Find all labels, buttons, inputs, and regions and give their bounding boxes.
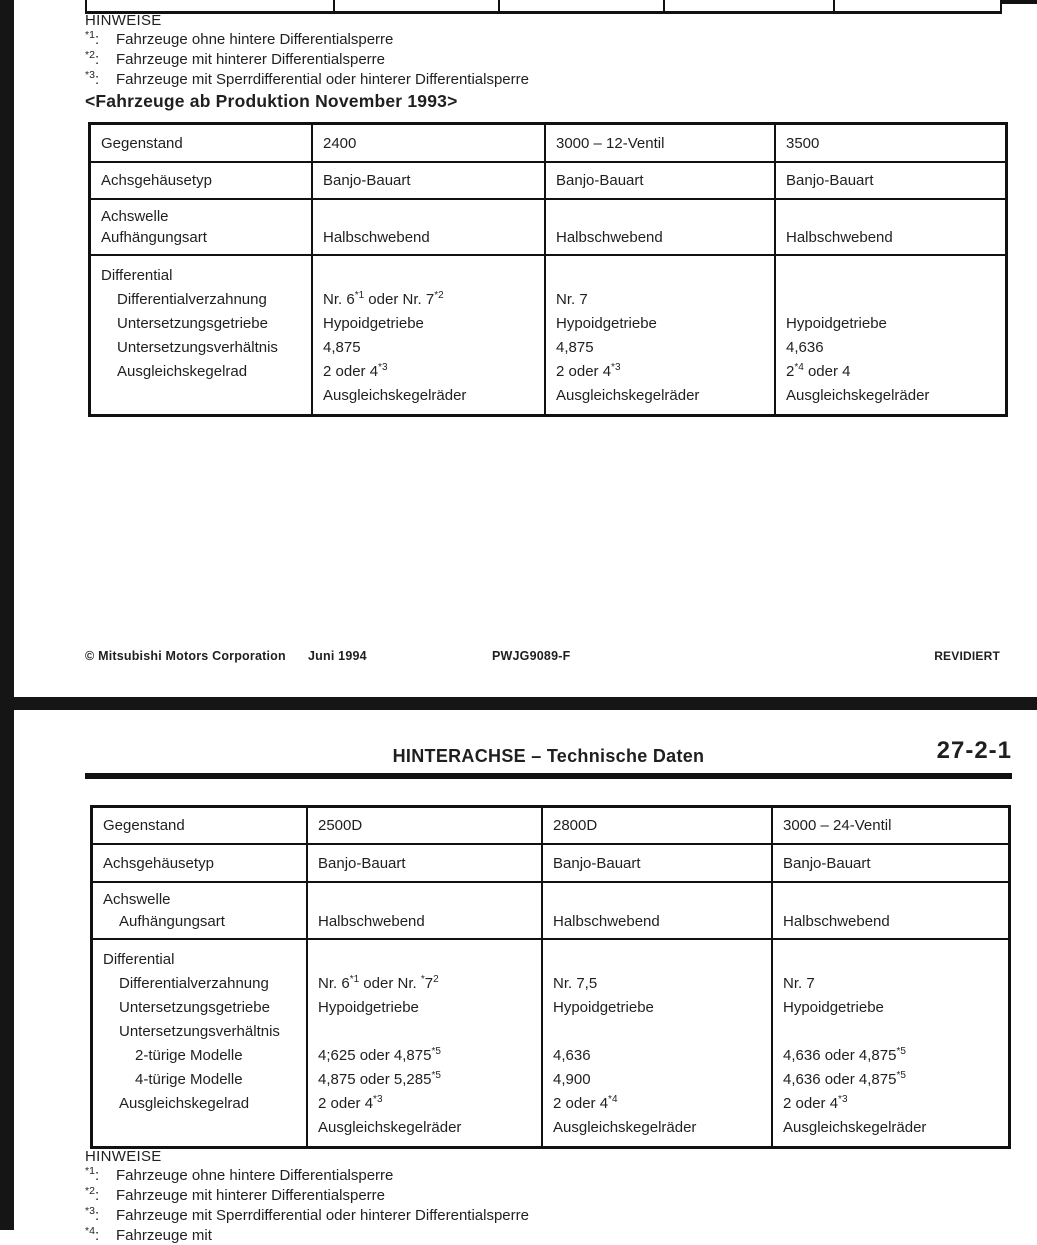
footnotes-list — [85, 31, 529, 89]
value-cell: Banjo-Bauart — [308, 845, 543, 883]
footnote-text: Fahrzeuge mit hinterer Differentialsperre — [116, 51, 386, 68]
group-value-line: 2$^{*4}$ oder 4 Ausgleichskegelräder — [786, 362, 930, 404]
value-cell: Banjo-Bauart — [773, 845, 1008, 883]
group-value-cell — [546, 256, 776, 414]
group-value-cell — [776, 256, 1005, 414]
page-edge-bar — [0, 0, 14, 1230]
value-cell: Halbschwebend — [313, 200, 546, 256]
group-value-line: 4,875 — [323, 339, 361, 356]
group-value-line — [786, 264, 997, 288]
scan-artifact — [1000, 0, 1037, 4]
footnote-marker: $^{*1}$: — [85, 29, 100, 48]
row-label-line: Aufhängungsart — [119, 913, 225, 930]
group-value-line: Hypoidgetriebe — [786, 315, 887, 332]
footnote — [85, 31, 529, 49]
footnote-marker: $^{*2}$: — [85, 49, 100, 68]
table-border-stub — [498, 0, 500, 11]
footnote-text: Fahrzeuge mit — [116, 1227, 212, 1244]
group-label-line: Untersetzungsverhältnis — [117, 339, 278, 356]
row-label — [91, 200, 313, 256]
group-value-line: Nr. 7 — [783, 975, 815, 992]
group-value-line: 4;625 oder 4,875$^{*5}$ — [318, 1046, 441, 1064]
footnote-marker: $^{*1}$: — [85, 1165, 100, 1184]
group-value-line: 4,636 oder 4,875$^{*5}$ — [783, 1070, 906, 1088]
group-label-cell — [93, 940, 308, 1146]
footnote — [85, 71, 529, 89]
group-label-line: Differential — [101, 267, 173, 284]
group-value-line — [318, 948, 533, 972]
group-value-line: Hypoidgetriebe — [323, 315, 424, 332]
group-value-line — [323, 264, 536, 288]
footnote-text: Fahrzeuge ohne hintere Differentialsperre — [116, 1167, 394, 1184]
group-value-line: 4,875 — [556, 339, 594, 356]
value-cell: Banjo-Bauart — [546, 163, 776, 200]
group-label-line: 4-türige Modelle — [135, 1071, 243, 1088]
value-cell: Halbschwebend — [543, 883, 773, 940]
group-value-line: Hypoidgetriebe — [553, 999, 654, 1016]
header-cell: 3000 – 24-Ventil — [773, 808, 1008, 845]
footnotes-block-page1 — [85, 12, 529, 89]
header-cell: 3000 – 12-Ventil — [546, 125, 776, 163]
value-cell: Halbschwebend — [773, 883, 1008, 940]
group-value-line: 4,875 oder 5,285$^{*5}$ — [318, 1070, 441, 1088]
group-label-line: Differentialverzahnung — [119, 975, 269, 992]
group-value-line: Nr. 6$^{*1}$ oder Nr. $^*7^2$ — [318, 974, 439, 992]
footnote-text: Fahrzeuge mit hinterer Differentialsperre — [116, 1187, 386, 1204]
group-label-cell — [91, 256, 313, 414]
footnote-marker: $^{*4}$: — [85, 1225, 100, 1244]
group-label-line: Untersetzungsgetriebe — [119, 999, 270, 1016]
revision-stamp: REVIDIERT — [934, 649, 1000, 663]
group-value-line: Hypoidgetriebe — [556, 315, 657, 332]
group-value-line — [553, 1020, 763, 1044]
page-title: HINTERACHSE – Technische Daten — [392, 746, 705, 766]
group-value-line: 4,636 oder 4,875$^{*5}$ — [783, 1046, 906, 1064]
group-label-line: Differential — [103, 951, 175, 968]
group-value-cell — [308, 940, 543, 1146]
footnote-text: Fahrzeuge mit Sperrdifferential oder hinterer Differentialsperre — [116, 1207, 529, 1224]
group-label-line: Untersetzungsverhältnis — [119, 1023, 280, 1040]
group-value-line: 2 oder 4$^{*3}$ Ausgleichskegelräder — [783, 1094, 927, 1136]
group-value-line — [786, 288, 997, 312]
group-label-line: Ausgleichskegelrad — [117, 363, 248, 380]
value-cell: Halbschwebend — [776, 200, 1005, 256]
footnote-text: Fahrzeuge mit Sperrdifferential oder hinterer Differentialsperre — [116, 71, 529, 88]
group-value-line — [556, 264, 766, 288]
group-value-line: 2 oder 4$^{*3}$ Ausgleichskegelräder — [318, 1094, 462, 1136]
table-border-stub — [85, 0, 87, 11]
group-value-line — [783, 948, 1000, 972]
group-value-line — [318, 1020, 533, 1044]
footnote — [85, 1207, 529, 1225]
footnote — [85, 1167, 529, 1185]
page-number: 27-2-1 — [936, 737, 1012, 764]
table-border-stub — [333, 0, 335, 11]
value-cell: Banjo-Bauart — [543, 845, 773, 883]
group-label-line: Untersetzungsgetriebe — [117, 315, 268, 332]
group-value-cell — [313, 256, 546, 414]
row-label — [93, 883, 308, 940]
footnote — [85, 51, 529, 69]
row-label-line: Achswelle — [101, 208, 169, 225]
group-label-line: 2-türige Modelle — [135, 1047, 243, 1064]
group-value-cell — [543, 940, 773, 1146]
value-cell: Halbschwebend — [308, 883, 543, 940]
table-rear-axle-specs — [90, 805, 1011, 1149]
value-cell: Halbschwebend — [546, 200, 776, 256]
footnotes-block-page2 — [85, 1148, 529, 1245]
footnotes-title: HINWEISE — [85, 1148, 162, 1165]
group-value-cell — [773, 940, 1008, 1146]
header-rule — [85, 773, 1012, 779]
row-label: Achsgehäusetyp — [91, 163, 313, 200]
group-value-line: Nr. 6$^{*1}$ oder Nr. 7$^{*2}$ — [323, 290, 444, 308]
group-value-line: 2 oder 4$^{*3}$ Ausgleichskegelräder — [556, 362, 700, 404]
group-label-line: Differentialverzahnung — [117, 291, 267, 308]
footnote — [85, 1187, 529, 1205]
footnote-marker: $^{*2}$: — [85, 1185, 100, 1204]
page-separator-bar — [0, 697, 1037, 710]
group-value-line: 4,636 — [553, 1047, 591, 1064]
row-label: Achsgehäusetyp — [93, 845, 308, 883]
group-value-line: 4,900 — [553, 1071, 591, 1088]
table-vehicles-from-nov-1993 — [88, 122, 1008, 417]
group-value-line: Hypoidgetriebe — [783, 999, 884, 1016]
group-value-line: 2 oder 4$^{*4}$ Ausgleichskegelräder — [553, 1094, 697, 1136]
footnote-text: Fahrzeuge ohne hintere Differentialsperre — [116, 31, 394, 48]
group-value-line — [553, 948, 763, 972]
section-title: <Fahrzeuge ab Produktion November 1993> — [85, 91, 458, 111]
footnotes-title: HINWEISE — [85, 12, 162, 29]
header-cell: 3500 — [776, 125, 1005, 163]
group-value-line: Nr. 7 — [556, 291, 588, 308]
row-label-line: Aufhängungsart — [101, 229, 207, 246]
group-label-line: Ausgleichskegelrad — [119, 1095, 250, 1112]
header-cell: 2500D — [308, 808, 543, 845]
group-value-line: Hypoidgetriebe — [318, 999, 419, 1016]
group-value-line: Nr. 7,5 — [553, 975, 598, 992]
row-label-line: Achswelle — [103, 891, 171, 908]
table-border-stub — [833, 0, 835, 11]
header-cell: Gegenstand — [93, 808, 308, 845]
header-cell: Gegenstand — [91, 125, 313, 163]
group-value-line: 2 oder 4$^{*3}$ Ausgleichskegelräder — [323, 362, 467, 404]
table-border-stub — [663, 0, 665, 11]
group-value-line: 4,636 — [786, 339, 824, 356]
footnote-marker: $^{*3}$: — [85, 1205, 100, 1224]
footnote-marker: $^{*3}$: — [85, 69, 100, 88]
header-cell: 2800D — [543, 808, 773, 845]
footer-date: Juni 1994 — [308, 649, 367, 663]
document-number: PWJG9089-F — [492, 649, 571, 663]
footnotes-list — [85, 1167, 529, 1245]
header-cell: 2400 — [313, 125, 546, 163]
value-cell: Banjo-Bauart — [313, 163, 546, 200]
copyright-text: © Mitsubishi Motors Corporation — [85, 649, 286, 663]
group-value-line — [783, 1020, 1000, 1044]
value-cell: Banjo-Bauart — [776, 163, 1005, 200]
